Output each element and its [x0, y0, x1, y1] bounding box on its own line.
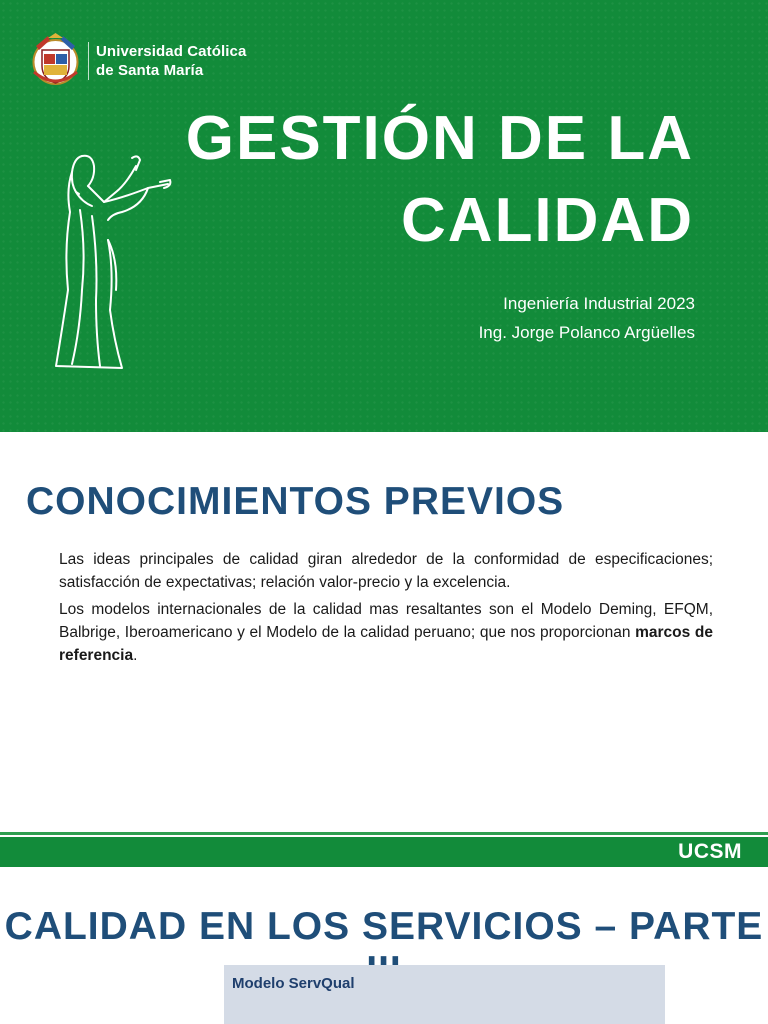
- university-name: [96, 42, 246, 80]
- footer-bar: [0, 837, 768, 867]
- paragraph-2-text: Los modelos internacionales de la calidad mas resaltantes son el Modelo Deming, EFQM, Balbrige, Iberoamericano y el Modelo de la calidad peruano; que nos proporcionan: [59, 601, 713, 641]
- logo-divider: [88, 42, 89, 80]
- university-name-line2: de Santa María: [96, 62, 204, 79]
- presentation-title-line1: GESTIÓN DE LA: [185, 104, 694, 173]
- course-label: Ingeniería Industrial 2023: [503, 294, 695, 313]
- presentation-subtitle: [479, 289, 695, 347]
- paragraph-2: [59, 598, 713, 667]
- previous-knowledge-slide: [0, 432, 768, 867]
- cover-slide: [0, 0, 768, 432]
- services-slide: [0, 867, 768, 1024]
- paragraph-2-bold: marcos de referencia: [59, 624, 713, 664]
- presentation-title-line2: CALIDAD: [401, 186, 694, 255]
- author-label: Ing. Jorge Polanco Argüelles: [478, 323, 695, 342]
- footer-divider: [0, 832, 768, 835]
- footer-brand: UCSM: [678, 840, 742, 863]
- presentation-title: [186, 98, 694, 262]
- slide-title: CONOCIMIENTOS PREVIOS: [26, 480, 565, 523]
- model-box: [224, 965, 665, 1024]
- slide-title: CALIDAD EN LOS SERVICIOS – PARTE: [4, 905, 764, 948]
- university-crest-icon: [28, 32, 83, 90]
- paragraph-2-end: .: [133, 647, 138, 664]
- virgin-statue-icon: [52, 150, 176, 375]
- model-label: Modelo ServQual: [232, 975, 355, 992]
- paragraph-1: Las ideas principales de calidad giran alrededor de la conformidad de especificaciones; satisfacción de expectativas; relación valor-precio y la excelencia.: [59, 551, 713, 591]
- university-name-line1: Universidad Católica: [96, 43, 247, 60]
